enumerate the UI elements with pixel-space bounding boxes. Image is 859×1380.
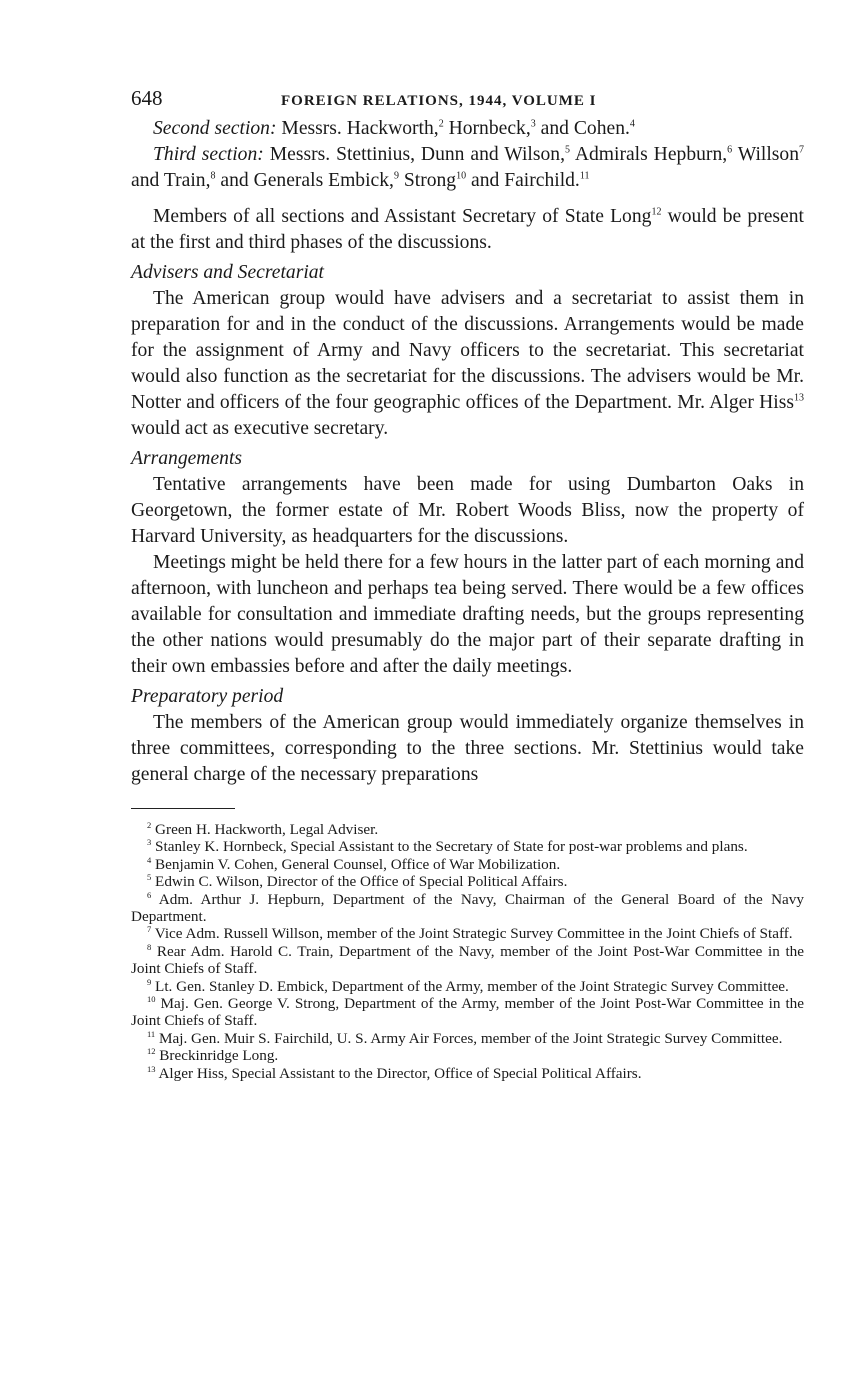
footnote-text: Rear Adm. Harold C. Train, Department of the Navy, member of the Joint Post-War Committee in the Joint Chiefs of Staff. (131, 942, 805, 978)
footnote-ref[interactable]: 12 (651, 206, 662, 218)
text-span: and Fairchild. (466, 170, 580, 191)
advisers-heading: Advisers and Secretariat (131, 262, 325, 283)
document-page (131, 86, 804, 1082)
footnote (131, 1047, 804, 1064)
footnote (131, 943, 804, 978)
footnote-number: 8 (147, 941, 152, 952)
footnote (131, 891, 804, 926)
second-section-paragraph (131, 116, 804, 142)
footnote (131, 978, 804, 995)
text-span: The American group would have advisers and a secretariat to assist them in preparation for and in the conduct of the discussions. Arrangements would be made for the assignment of Army and Navy officers to the secretariat. This secretariat would also function as the secretariat for the discussions. The advisers would be Mr. Notter and officers of the four geographic offices of the Department. Mr. Alger Hiss (131, 288, 804, 413)
text-span: would act as executive secretary. (131, 418, 389, 439)
footnote-text: Maj. Gen. George V. Strong, Department of the Army, member of the Joint Post-War Committee in the Joint Chiefs of Staff. (131, 995, 805, 1030)
footnote-number: 9 (147, 976, 152, 987)
body-text (131, 116, 804, 788)
footnote-text: Benjamin V. Cohen, General Counsel, Office of War Mobilization. (155, 855, 561, 873)
footnotes (131, 821, 804, 1082)
footnote-number: 7 (147, 924, 152, 935)
footnote-number: 10 (147, 994, 156, 1004)
footnote-ref[interactable]: 3 (530, 118, 536, 130)
footnote-ref[interactable]: 5 (564, 144, 570, 156)
footnote-ref[interactable]: 7 (799, 144, 804, 156)
footnote-number: 12 (147, 1046, 156, 1057)
text-span: Messrs. Stettinius, Dunn and Wilson, (263, 144, 565, 165)
page-number: 648 (131, 86, 163, 110)
footnote-number: 4 (147, 854, 152, 865)
footnote-text: Maj. Gen. Muir S. Fairchild, U. S. Army Air Forces, member of the Joint Strategic Survey Committee. (158, 1029, 783, 1047)
third-section-paragraph (131, 142, 804, 194)
footnote-text: Edwin C. Wilson, Director of the Office of Special Political Affairs. (155, 873, 568, 891)
preparatory-paragraph: The members of the American group would immediately organize themselves in three committees, corresponding to the three sections. Mr. Stettinius would take general charge of the necessary preparations (131, 712, 804, 785)
arrangements-paragraph-1: Tentative arrangements have been made for using Dumbarton Oaks in Georgetown, the former estate of Mr. Robert Woods Bliss, now the property of Harvard University, as headquarters for the discussions. (131, 474, 804, 547)
arrangements-paragraph-2: Meetings might be held there for a few hours in the latter part of each morning and afternoon, with luncheon and perhaps tea being served. There would be a few offices available for consultation and immediate drafting needs, but the groups representing the other nations would presumably do the major part of their separate drafting in their own embassies before and after the daily meetings. (131, 552, 804, 677)
footnote-ref[interactable]: 13 (794, 392, 804, 404)
footnote-text: Green H. Hackworth, Legal Adviser. (155, 821, 379, 838)
footnote-ref[interactable]: 8 (210, 170, 216, 182)
footnote-text: Lt. Gen. Stanley D. Embick, Department of the Army, member of the Joint Strategic Survey Committee. (155, 977, 789, 995)
footnote-number: 11 (147, 1028, 156, 1039)
arrangements-heading: Arrangements (131, 448, 243, 469)
footnote (131, 925, 804, 942)
text-span: and Cohen. (535, 118, 630, 139)
footnote-text: Alger Hiss, Special Assistant to the Director, Office of Special Political Affairs. (158, 1064, 642, 1082)
text-span: would be present at the first and third phases of the discussions. (131, 206, 804, 253)
advisers-paragraph (131, 286, 804, 442)
footnote-ref[interactable]: 4 (629, 118, 635, 130)
footnote-number: 2 (147, 819, 152, 830)
footnote (131, 856, 804, 873)
footnote-ref[interactable]: 2 (438, 118, 444, 130)
text-span: Hornbeck, (443, 118, 531, 139)
footnote (131, 873, 804, 890)
members-paragraph (131, 204, 804, 256)
footnote (131, 821, 804, 838)
footnote (131, 838, 804, 855)
text-span: Admirals Hepburn, (569, 144, 728, 165)
footnote-ref[interactable]: 9 (393, 170, 399, 182)
footnote (131, 995, 804, 1030)
footnote-divider (131, 808, 235, 809)
footnote (131, 1065, 804, 1082)
running-head (131, 86, 804, 116)
footnote-ref[interactable]: 6 (727, 144, 733, 156)
footnote-number: 13 (147, 1063, 156, 1074)
footnote-number: 3 (147, 837, 152, 848)
header-title: FOREIGN RELATIONS, 1944, VOLUME I (281, 93, 597, 109)
footnote-number: 5 (147, 872, 152, 883)
footnote-number: 6 (147, 889, 152, 900)
footnote-ref[interactable]: 10 (456, 170, 467, 182)
preparatory-heading: Preparatory period (131, 686, 284, 707)
second-section-label: Second section: (153, 118, 277, 139)
text-span: and Train, (131, 170, 211, 191)
footnote (131, 1030, 804, 1047)
footnote-text: Breckinridge Long. (159, 1047, 279, 1065)
text-span: Messrs. Hackworth, (276, 118, 439, 139)
text-span: Strong (398, 170, 457, 191)
text-span: Willson (732, 144, 799, 165)
footnote-text: Adm. Arthur J. Hepburn, Department of the Navy, Chairman of the General Board of the Navy Department. (131, 890, 804, 926)
third-section-label: Third section: (153, 144, 264, 165)
footnote-ref[interactable]: 11 (579, 170, 590, 182)
footnote-text: Vice Adm. Russell Willson, member of the Joint Strategic Survey Committee in the Joint Chiefs of Staff. (154, 925, 793, 943)
footnote-text: Stanley K. Hornbeck, Special Assistant to the Secretary of State for post-war problems and plans. (155, 838, 748, 856)
text-span: Members of all sections and Assistant Secretary of State Long (153, 206, 652, 227)
text-span: and Generals Embick, (215, 170, 394, 191)
